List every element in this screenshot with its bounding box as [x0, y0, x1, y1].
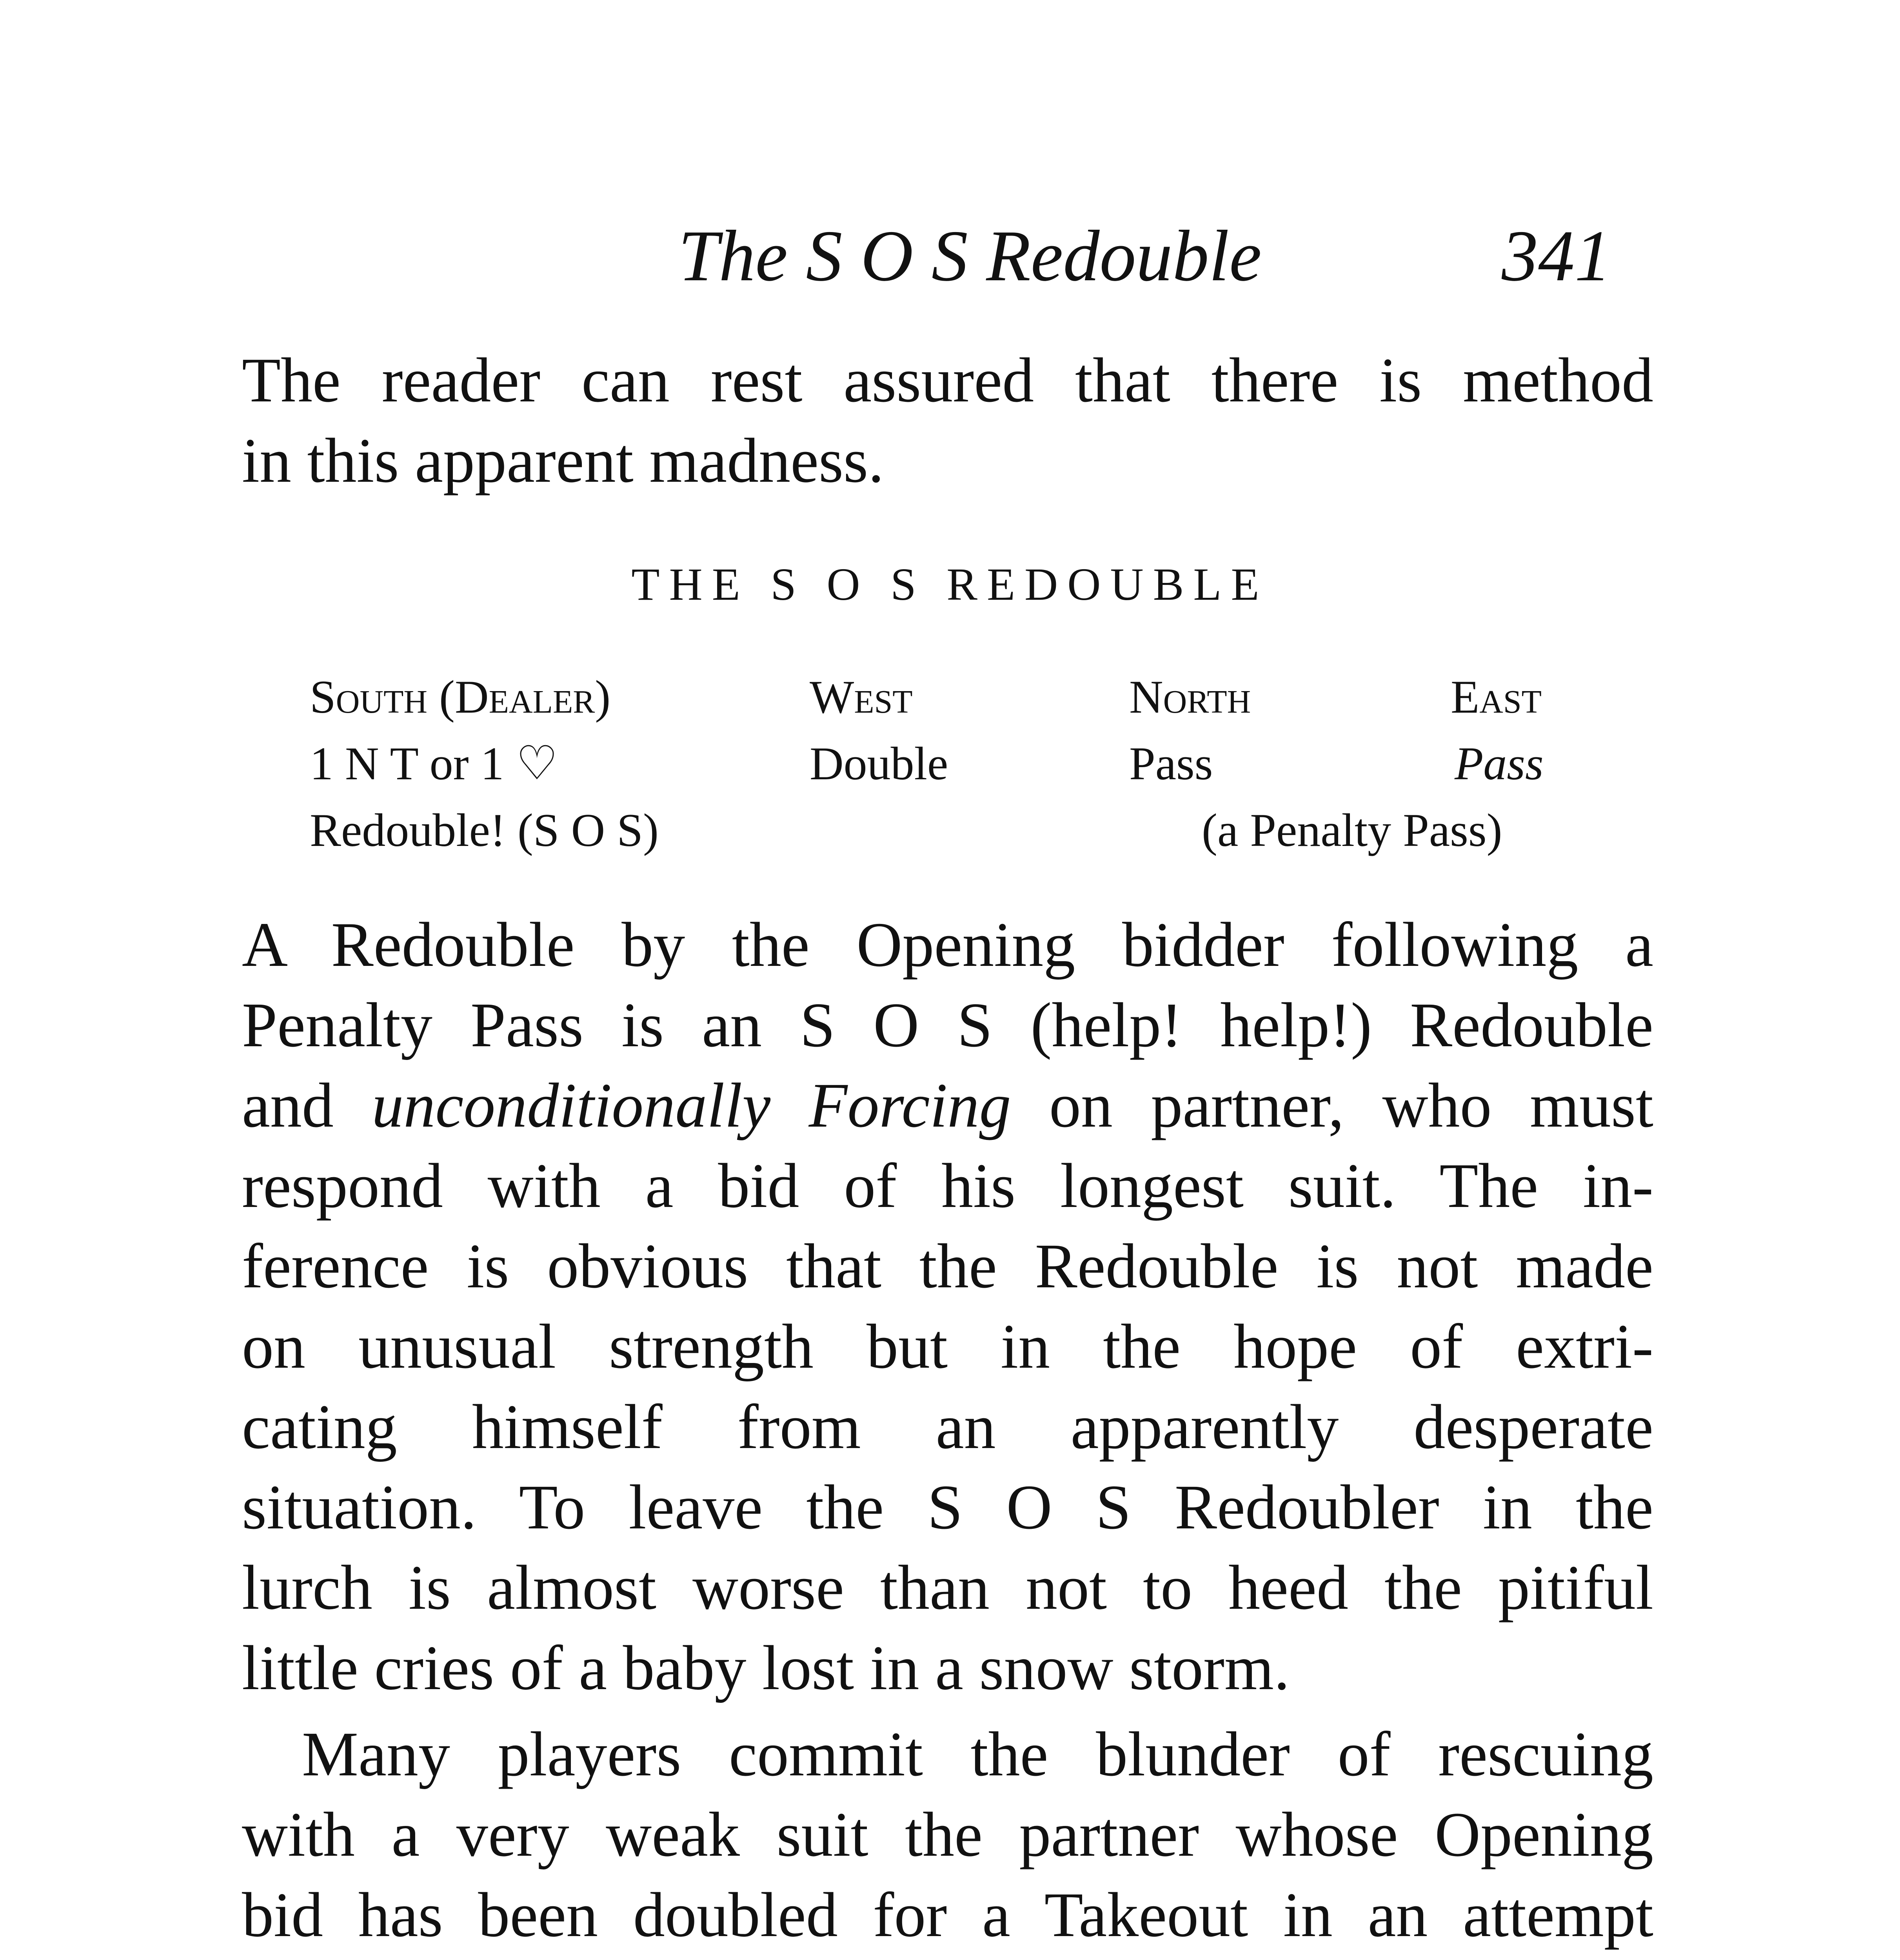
bid-south-2: Redouble! (S O S)	[310, 804, 659, 856]
bid-west-1: Double	[810, 737, 948, 789]
body-line: A Redouble by the Opening bidder following a	[242, 910, 1653, 980]
body-line: ference is obvious that the Redouble is not made	[242, 1231, 1653, 1301]
body-line: situation. To leave the S O S Redoubler in the	[242, 1472, 1653, 1543]
header-east: East	[1451, 671, 1542, 723]
intro-line: in this apparent madness.	[242, 426, 884, 496]
penalty-pass-note: (a Penalty Pass)	[1202, 804, 1502, 856]
intro-line: The reader can rest assured that there is method	[242, 345, 1653, 416]
body-line: on unusual strength but in the hope of extri-	[242, 1312, 1653, 1382]
body-line: Many players commit the blunder of rescuing	[302, 1719, 1653, 1789]
body-line	[242, 1071, 1653, 1141]
body-line: lurch is almost worse than not to heed the pitiful	[242, 1553, 1653, 1623]
table-title: THE S O S REDOUBLE	[631, 559, 1269, 610]
italic-run: unconditionally Forcing	[372, 1071, 1011, 1141]
body-line: bid has been doubled for a Takeout in an attempt	[242, 1880, 1653, 1950]
bid-south-1: 1 N T or 1 ♡	[310, 737, 558, 789]
running-head-title: The S O S Redouble	[678, 216, 1262, 296]
page-number: 341	[1502, 216, 1611, 296]
body-line: respond with a bid of his longest suit. The in-	[242, 1151, 1653, 1221]
header-north: North	[1129, 671, 1251, 723]
body-line: Penalty Pass is an S O S (help! help!) Redouble	[242, 990, 1653, 1060]
bid-north-1: Pass	[1129, 737, 1213, 789]
header-west: West	[810, 671, 913, 723]
bid-east-1: Pass	[1455, 737, 1544, 789]
text-run: and	[242, 1071, 372, 1141]
body-line: cating himself from an apparently desperate	[242, 1392, 1653, 1462]
body-line: with a very weak suit the partner whose Opening	[242, 1800, 1653, 1870]
text-run: on partner, who must	[1011, 1071, 1653, 1141]
header-south: South (Dealer)	[310, 671, 611, 723]
body-line: little cries of a baby lost in a snow storm.	[242, 1633, 1290, 1703]
